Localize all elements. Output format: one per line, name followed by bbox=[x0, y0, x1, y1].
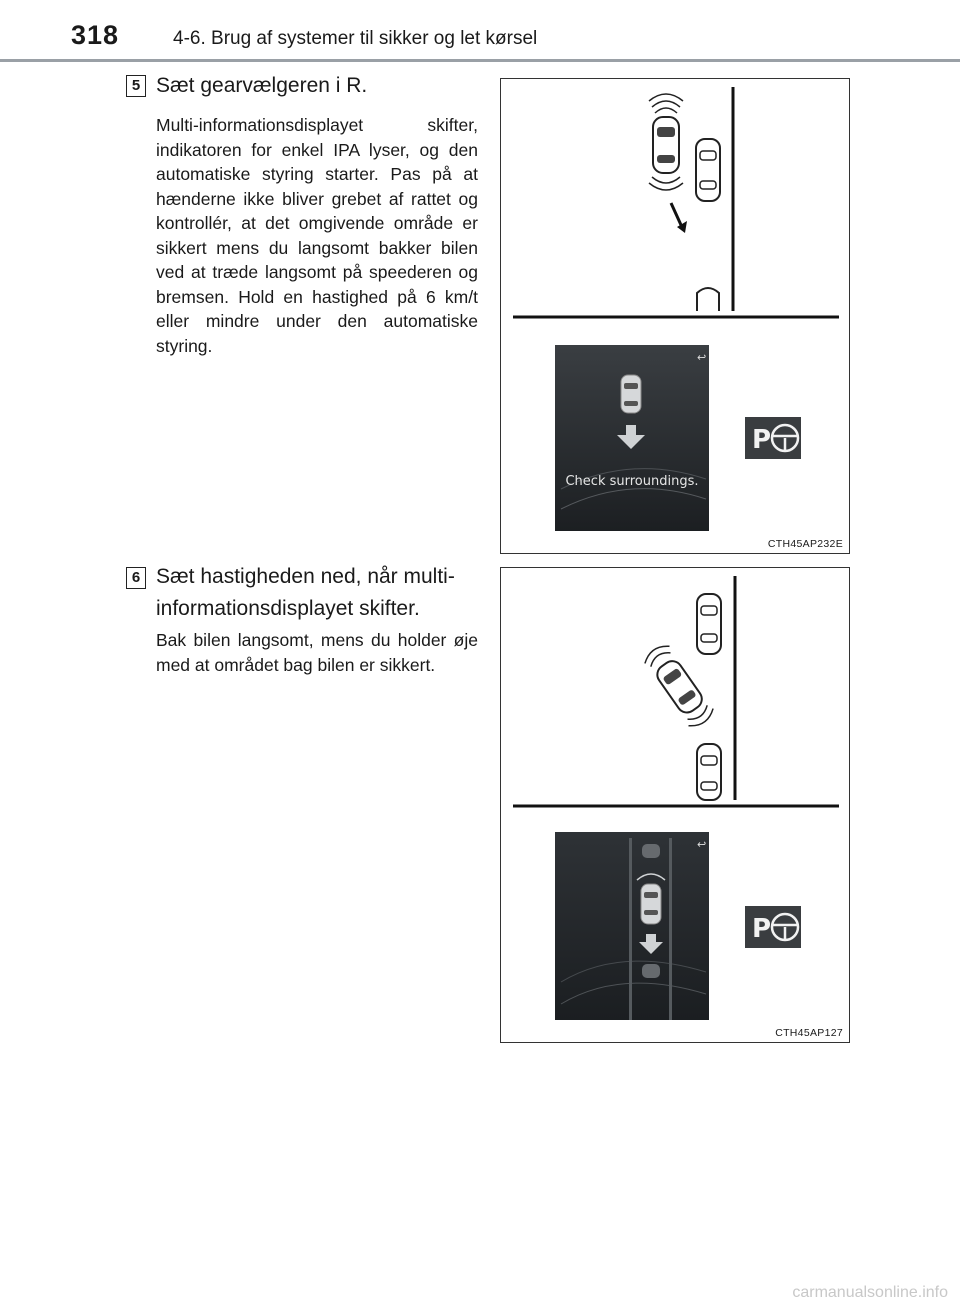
step-badge-5: 5 bbox=[126, 75, 146, 97]
figure-step-5 bbox=[500, 78, 850, 554]
multi-info-display bbox=[555, 832, 709, 1020]
svg-text:P: P bbox=[752, 425, 772, 455]
step-heading-5: Sæt gearvælgeren i R. bbox=[156, 74, 368, 97]
screen-message: Check surroundings. bbox=[565, 474, 699, 489]
step-body-6: Bak bilen langsomt, mens du holder øje med at området bag bilen er sikkert. bbox=[156, 630, 478, 675]
svg-text:↩: ↩ bbox=[697, 351, 707, 364]
parked-car-icon-2 bbox=[697, 744, 721, 800]
svg-text:P: P bbox=[752, 914, 772, 944]
svg-text:↩: ↩ bbox=[697, 838, 707, 851]
ipa-indicator-icon bbox=[745, 417, 801, 459]
header-rule bbox=[0, 59, 960, 62]
multi-info-display bbox=[555, 345, 709, 531]
parked-car-icon bbox=[696, 139, 720, 201]
reversing-car-icon bbox=[649, 94, 687, 233]
section-title: 4-6. Brug af systemer til sikker og let kørsel bbox=[173, 28, 538, 49]
figure-code: CTH45AP127 bbox=[775, 1027, 843, 1039]
watermark: carmanualsonline.info bbox=[792, 1284, 948, 1301]
figure-code: CTH45AP232E bbox=[767, 538, 843, 550]
figure-step-6 bbox=[500, 567, 850, 1043]
page-number: 318 bbox=[71, 20, 120, 50]
parked-car-rear-icon bbox=[697, 288, 719, 311]
step-body-5: Multi-informationsdisplayet skifter, indikatoren for enkel IPA lyser, og den automatiske styring starter. Pas på at hænderne ikke bliver grebet af rattet og kontrollér, at det omgivende område er sikkert mens du langsomt bakker bilen ved at træde langsomt på speederen og bremsen. Hold en hastighed på 6 km/t eller mindre under den automatiske styring. bbox=[156, 115, 478, 356]
ipa-indicator-icon bbox=[745, 906, 801, 948]
parked-car-icon bbox=[697, 594, 721, 654]
step-badge-6: 6 bbox=[126, 567, 146, 589]
step-heading-6: Sæt hastigheden ned, når multi-informationsdisplayet skifter. bbox=[156, 565, 455, 620]
